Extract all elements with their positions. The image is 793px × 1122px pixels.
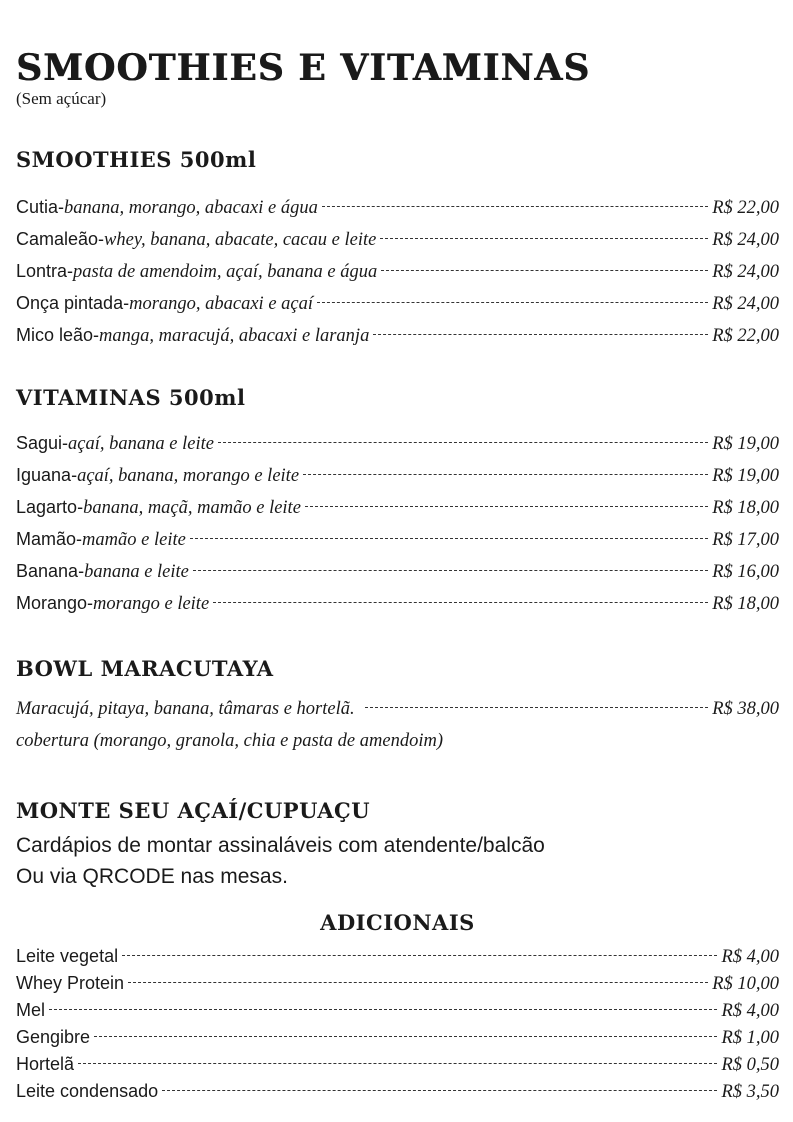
item-name: Mamão [16,529,77,549]
item-separator: - [78,561,85,581]
adicionais-heading: ADICIONAIS [320,910,475,935]
item-description: whey, banana, abacate, cacau e leite [104,230,377,250]
item-price: R$ 19,00 [712,434,779,454]
item-description: morango, abacaxi e açaí [129,294,314,314]
smoothies-heading: SMOOTHIES 500ml [16,147,257,172]
item-separator: - [93,325,100,345]
menu-item [16,430,779,456]
item-separator: - [76,529,83,549]
item-name: Gengibre [16,1027,91,1047]
item-description: banana, morango, abacaxi e água [64,198,318,218]
item-name: Lagarto [16,497,78,517]
item-price: R$ 24,00 [712,262,779,282]
item-separator: - [123,293,130,313]
item-name: Iguana [16,465,72,485]
item-price: R$ 17,00 [712,530,779,550]
item-name: Camaleão [16,229,99,249]
dotted-leader [128,982,708,983]
item-price: R$ 38,00 [712,699,779,719]
bowl-topping: cobertura (morango, granola, chia e pasta de amendoim) [16,731,443,751]
monte-heading: MONTE SEU AÇAÍ/CUPUAÇU [16,798,371,823]
item-price: R$ 18,00 [712,498,779,518]
item-name: Mel [16,1000,46,1020]
dotted-leader [78,1063,717,1064]
menu-item [16,322,779,348]
item-price: R$ 4,00 [721,1001,779,1021]
dotted-leader [122,955,717,956]
item-name: Leite vegetal [16,946,119,966]
dotted-leader [94,1036,717,1037]
item-name: Lontra [16,261,68,281]
item-price: R$ 18,00 [712,594,779,614]
item-price: R$ 24,00 [712,294,779,314]
dotted-leader [365,707,709,708]
dotted-leader [305,506,708,507]
dotted-leader [49,1009,717,1010]
item-separator: - [87,593,94,613]
item-description: açaí, banana, morango e leite [77,466,300,486]
item-price: R$ 4,00 [721,947,779,967]
item-description: pasta de amendoim, açaí, banana e água [73,262,378,282]
dotted-leader [303,474,708,475]
menu-item [16,558,779,584]
item-price: R$ 0,50 [721,1055,779,1075]
item-name: Onça pintada [16,293,124,313]
item-name: Whey Protein [16,973,125,993]
dotted-leader [380,238,708,239]
item-description: manga, maracujá, abacaxi e laranja [99,326,370,346]
item-price: R$ 22,00 [712,326,779,346]
item-price: R$ 22,00 [712,198,779,218]
addon-item [16,997,779,1023]
menu-item [16,696,779,722]
dotted-leader [317,302,708,303]
dotted-leader [190,538,708,539]
menu-item [16,226,779,252]
vitaminas-heading: VITAMINAS 500ml [16,385,246,410]
item-name: Mico leão [16,325,94,345]
dotted-leader [322,206,708,207]
item-description: banana e leite [84,562,189,582]
menu-item [16,526,779,552]
item-description: morango e leite [93,594,210,614]
menu-item [16,290,779,316]
dotted-leader [213,602,708,603]
item-price: R$ 24,00 [712,230,779,250]
dotted-leader [162,1090,717,1091]
item-name: Cutia [16,197,59,217]
dotted-leader [381,270,708,271]
item-separator: - [62,433,69,453]
menu-item [16,258,779,284]
addon-item [16,1024,779,1050]
dotted-leader [373,334,708,335]
addon-item [16,943,779,969]
bowl-heading: BOWL MARACUTAYA [16,656,274,681]
addon-item [16,970,779,996]
item-separator: - [67,261,74,281]
item-price: R$ 10,00 [712,974,779,994]
item-separator: - [71,465,78,485]
page-subtitle: (Sem açúcar) [16,89,107,108]
item-price: R$ 19,00 [712,466,779,486]
item-price: R$ 3,50 [721,1082,779,1102]
addon-item [16,1051,779,1077]
menu-item [16,194,779,220]
menu-item [16,462,779,488]
item-name: Banana [16,561,79,581]
menu-item [16,494,779,520]
item-description: Maracujá, pitaya, banana, tâmaras e hortelã. [16,699,355,719]
dotted-leader [193,570,708,571]
monte-line-1: Cardápios de montar assinaláveis com atendente/balcão [16,834,545,857]
item-name: Leite condensado [16,1081,159,1101]
item-separator: - [77,497,84,517]
dotted-leader [218,442,708,443]
item-name: Hortelã [16,1054,75,1074]
item-description: mamão e leite [82,530,186,550]
item-description: açaí, banana e leite [68,434,214,454]
item-name: Sagui [16,433,63,453]
monte-line-2: Ou via QRCODE nas mesas. [16,865,288,888]
item-description: banana, maçã, mamão e leite [83,498,301,518]
addon-item [16,1078,779,1104]
item-price: R$ 1,00 [721,1028,779,1048]
item-name: Morango [16,593,88,613]
item-separator: - [98,229,105,249]
menu-item [16,590,779,616]
item-price: R$ 16,00 [712,562,779,582]
page-title: SMOOTHIES E VITAMINAS [16,47,591,89]
item-separator: - [58,197,65,217]
